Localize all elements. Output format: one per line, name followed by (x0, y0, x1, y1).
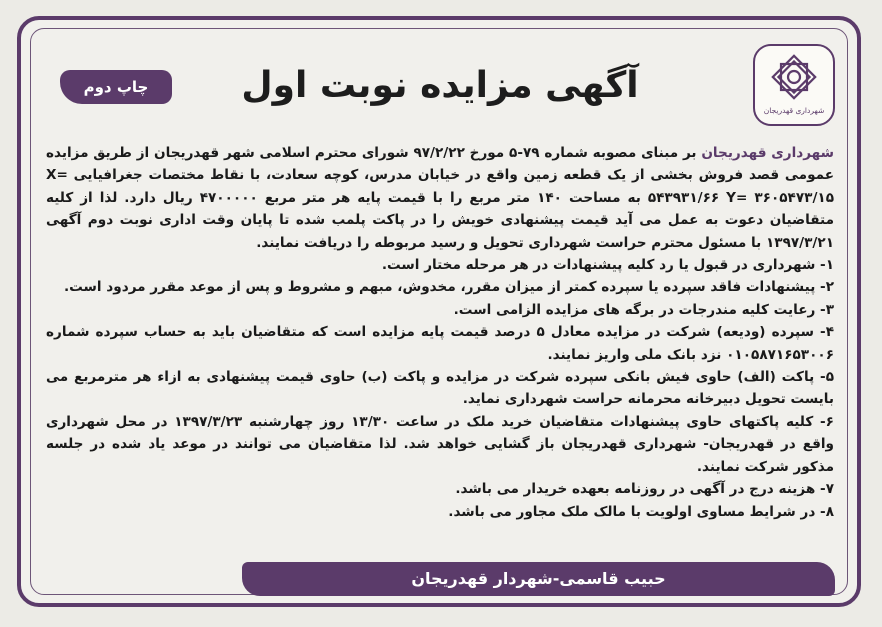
condition-item: ۳- رعایت کلیه مندرجات در برگه های مزایده الزامی است. (453, 301, 834, 318)
municipality-logo (753, 44, 835, 126)
condition-item: ۶- کلیه پاکتهای حاوی پیشنهادات متقاضیان خرید ملک در ساعت ۱۳/۳۰ روز چهارشنبه ۱۳۹۷/۳/۲۳ در محل شهرداری واقع در قهدریجان- شهرداری قهدریجان باز گشایی خواهد شد. لذا متقاضیان می توانند در موعد یاد شده در جلسه مذکور شرکت نمایند. (46, 413, 834, 475)
municipality-emblem-icon (759, 50, 829, 120)
page-title: آگهی مزایده نوبت اول (241, 65, 639, 106)
condition-item: ۴- سپرده (ودیعه) شرکت در مزایده معادل ۵ درصد قیمت پایه مزایده است که متقاضیان باید به حساب سپرده شماره ۰۱۰۵۸۷۱۶۵۳۰۰۶ نزد بانک ملی واریز نمایند. (46, 324, 835, 363)
signature-bar: حبیب قاسمی-شهردار قهدریجان (242, 562, 835, 596)
announcement-body (46, 142, 834, 523)
condition-item: ۵- پاکت (الف) حاوی فیش بانکی سپرده شرکت در مزایده و پاکت (ب) حاوی قیمت پیشنهادی به ازاء هر مترمربع می بایست تحویل دبیرخانه محرمانه حراست شهرداری نماید. (46, 369, 834, 408)
condition-item: ۲- پیشنهادات فاقد سپرده یا سپرده کمتر از میزان مقرر، مخدوش، مبهم و مشروط و پس از موعد مقرر مردود است. (63, 279, 834, 296)
condition-item: ۷- هزینه درج در آگهی در روزنامه بعهده خریدار می باشد. (455, 481, 834, 498)
condition-item: ۸- در شرایط مساوی اولویت با مالک ملک مجاور می باشد. (448, 503, 834, 520)
print-badge: چاپ دوم (60, 70, 172, 104)
intro-text: بر مبنای مصوبه شماره ۷۹-۵ مورخ ۹۷/۲/۲۲ شورای محترم اسلامی شهر قهدریجان از طریق مزایده عمومی قصد فروش بخشی از یک قطعه زمین واقع در خیابان مدرس، کوچه سعادت، با نقاط مختصات جغرافیایی X= ۵۴۳۹۳۱/۶۶ Y= ۳۶۰۵۴۷۳/۱۵ به مساحت ۱۴۰ متر مربع را با قیمت پایه هر متر مربع ۴۷۰۰۰۰۰ ریال دارد. لذا از کلیه متقاضیان دعوت به عمل می آید قیمت پیشنهادی خویش را در پاکت پلمب شده تا پایان وقت اداری نوبت دوم آگهی ۱۳۹۷/۳/۲۱ با مسئول محترم حراست شهرداری تحویل و رسید مربوطه را دریافت نمایند. (46, 145, 835, 251)
logo-text: شهرداری قهدریجان (763, 106, 825, 115)
condition-item: ۱- شهرداری در قبول یا رد کلیه پیشنهادات در هر مرحله مختار است. (381, 257, 834, 274)
intro-lead: شهرداری قهدریجان (701, 145, 834, 161)
intro-paragraph (46, 142, 834, 254)
